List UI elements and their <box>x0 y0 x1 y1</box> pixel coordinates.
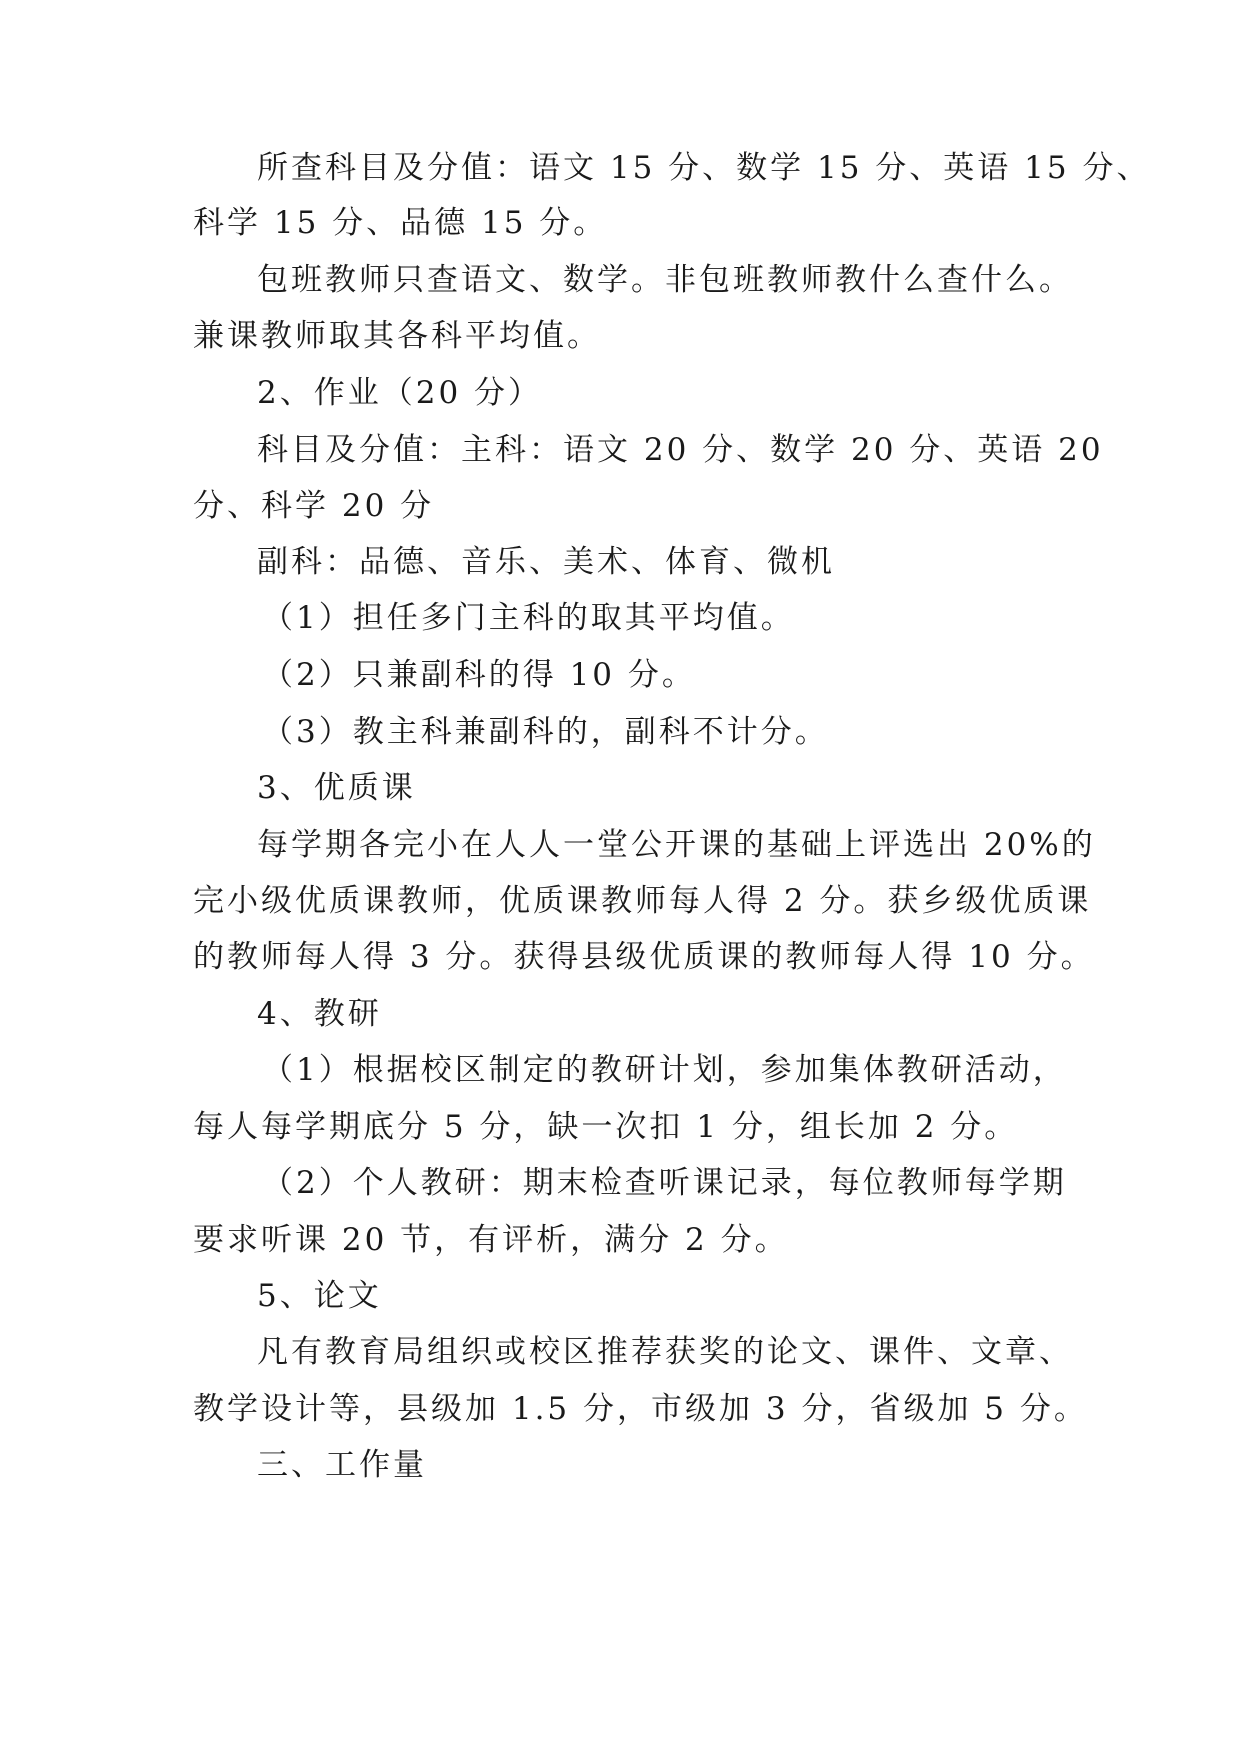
paragraph-line: 副科：品德、音乐、美术、体育、微机 <box>257 544 835 580</box>
section-heading: 3、优质课 <box>257 770 416 806</box>
list-item: （2）个人教研：期末检查听课记录，每位教师每学期 <box>262 1165 1067 1201</box>
list-item: （2）只兼副科的得 10 分。 <box>262 657 696 693</box>
section-heading: 2、作业（20 分） <box>257 375 543 411</box>
paragraph-line: 所查科目及分值：语文 15 分、数学 15 分、英语 15 分、 <box>257 150 1151 186</box>
paragraph-line: 分、科学 20 分 <box>193 488 435 524</box>
paragraph-line: 科目及分值：主科：语文 20 分、数学 20 分、英语 20 <box>257 432 1104 468</box>
paragraph-line: 科学 15 分、品德 15 分。 <box>193 205 608 241</box>
paragraph-line: 完小级优质课教师，优质课教师每人得 2 分。获乡级优质课 <box>193 883 1092 919</box>
section-heading: 三、工作量 <box>257 1447 427 1483</box>
section-heading: 4、教研 <box>257 996 382 1032</box>
section-heading: 5、论文 <box>257 1278 382 1314</box>
paragraph-line: 每人每学期底分 5 分，缺一次扣 1 分，组长加 2 分。 <box>193 1109 1019 1145</box>
paragraph-line: 凡有教育局组织或校区推荐获奖的论文、课件、文章、 <box>257 1334 1073 1370</box>
paragraph-line: 教学设计等，县级加 1.5 分，市级加 3 分，省级加 5 分。 <box>193 1391 1088 1427</box>
list-item: （3）教主科兼副科的，副科不计分。 <box>262 714 829 750</box>
paragraph-line: 每学期各完小在人人一堂公开课的基础上评选出 20%的 <box>257 827 1096 863</box>
paragraph-line: 的教师每人得 3 分。获得县级优质课的教师每人得 10 分。 <box>193 939 1095 975</box>
list-item: （1）担任多门主科的取其平均值。 <box>262 600 795 636</box>
list-item: （1）根据校区制定的教研计划，参加集体教研活动， <box>262 1052 1067 1088</box>
paragraph-line: 包班教师只查语文、数学。非包班教师教什么查什么。 <box>257 262 1073 298</box>
paragraph-line: 要求听课 20 节，有评析，满分 2 分。 <box>193 1222 789 1258</box>
paragraph-line: 兼课教师取其各科平均值。 <box>193 318 601 354</box>
